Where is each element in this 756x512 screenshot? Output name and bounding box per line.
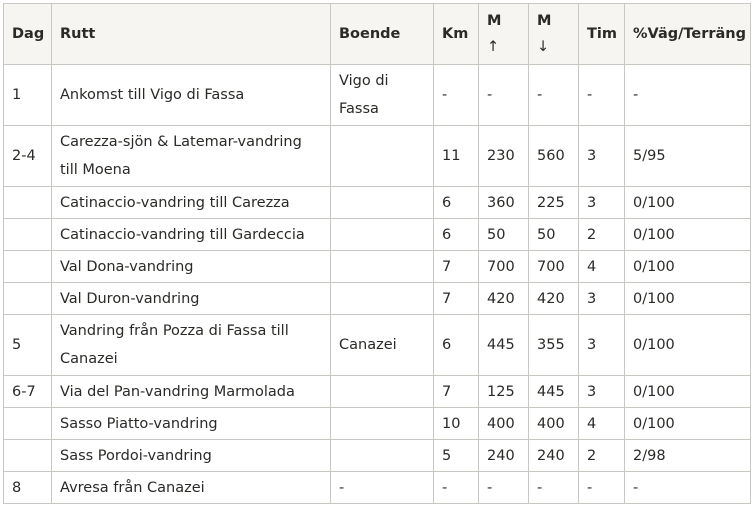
cell-tim: 3 <box>579 283 625 315</box>
table-row <box>4 315 751 376</box>
cell-dag: 6-7 <box>4 376 52 408</box>
table-row <box>4 251 751 283</box>
cell-terrang: 0/100 <box>625 376 751 408</box>
cell-rutt: Sass Pordoi-vandring <box>52 440 331 472</box>
cell-rutt: Val Duron-vandring <box>52 283 331 315</box>
cell-m-down: 420 <box>529 283 579 315</box>
cell-tim: 2 <box>579 440 625 472</box>
cell-boende <box>331 126 434 187</box>
cell-m-up: 360 <box>479 187 529 219</box>
header-rutt: Rutt <box>52 4 331 65</box>
cell-boende <box>331 440 434 472</box>
cell-dag: 5 <box>4 315 52 376</box>
cell-km: 11 <box>434 126 479 187</box>
cell-dag <box>4 440 52 472</box>
cell-tim: 3 <box>579 126 625 187</box>
cell-m-up: 240 <box>479 440 529 472</box>
cell-boende <box>331 376 434 408</box>
table-row <box>4 65 751 126</box>
header-tim: Tim <box>579 4 625 65</box>
arrow-down-icon: ↓ <box>537 39 550 55</box>
cell-km: 7 <box>434 376 479 408</box>
cell-m-down: 700 <box>529 251 579 283</box>
cell-rutt: Sasso Piatto-vandring <box>52 408 331 440</box>
cell-dag <box>4 408 52 440</box>
table-row <box>4 219 751 251</box>
cell-rutt: Vandring från Pozza di Fassa till Canazei <box>52 315 331 376</box>
cell-boende: Vigo di Fassa <box>331 65 434 126</box>
cell-m-up: 700 <box>479 251 529 283</box>
cell-tim: - <box>579 65 625 126</box>
cell-m-up: 400 <box>479 408 529 440</box>
cell-dag <box>4 283 52 315</box>
cell-km: - <box>434 65 479 126</box>
cell-tim: 3 <box>579 187 625 219</box>
cell-km: 6 <box>434 219 479 251</box>
cell-boende: - <box>331 472 434 504</box>
cell-tim: 3 <box>579 376 625 408</box>
cell-boende: Canazei <box>331 315 434 376</box>
cell-m-up: 230 <box>479 126 529 187</box>
cell-m-down: 225 <box>529 187 579 219</box>
cell-rutt: Avresa från Canazei <box>52 472 331 504</box>
cell-m-up: 420 <box>479 283 529 315</box>
cell-m-down: 400 <box>529 408 579 440</box>
cell-terrang: 0/100 <box>625 219 751 251</box>
cell-rutt: Via del Pan-vandring Marmolada <box>52 376 331 408</box>
cell-terrang: 0/100 <box>625 283 751 315</box>
cell-tim: 2 <box>579 219 625 251</box>
cell-m-down: 355 <box>529 315 579 376</box>
cell-m-down: 445 <box>529 376 579 408</box>
cell-km: 6 <box>434 187 479 219</box>
cell-dag: 1 <box>4 65 52 126</box>
cell-terrang: 0/100 <box>625 315 751 376</box>
cell-tim: 3 <box>579 315 625 376</box>
header-dag: Dag <box>4 4 52 65</box>
header-boende: Boende <box>331 4 434 65</box>
itinerary-table-container <box>3 3 750 507</box>
cell-km: 6 <box>434 315 479 376</box>
cell-tim: 4 <box>579 251 625 283</box>
table-row <box>4 126 751 187</box>
cell-boende <box>331 219 434 251</box>
cell-m-up: - <box>479 472 529 504</box>
cell-terrang: 5/95 <box>625 126 751 187</box>
cell-m-down: 50 <box>529 219 579 251</box>
cell-boende <box>331 283 434 315</box>
cell-dag <box>4 187 52 219</box>
cell-terrang: 0/100 <box>625 187 751 219</box>
table-row <box>4 440 751 472</box>
cell-km: 7 <box>434 251 479 283</box>
header-m-up-label: M <box>487 13 502 29</box>
cell-km: - <box>434 472 479 504</box>
cell-km: 7 <box>434 283 479 315</box>
cell-boende <box>331 408 434 440</box>
arrow-up-icon: ↑ <box>487 39 500 55</box>
cell-km: 5 <box>434 440 479 472</box>
header-m-down <box>529 4 579 65</box>
cell-dag <box>4 251 52 283</box>
cell-rutt: Ankomst till Vigo di Fassa <box>52 65 331 126</box>
cell-rutt: Val Dona-vandring <box>52 251 331 283</box>
cell-m-down: - <box>529 472 579 504</box>
cell-m-down: 560 <box>529 126 579 187</box>
header-terrang: %Väg/Terräng <box>625 4 751 65</box>
cell-terrang: 0/100 <box>625 251 751 283</box>
header-km: Km <box>434 4 479 65</box>
cell-m-up: - <box>479 65 529 126</box>
cell-km: 10 <box>434 408 479 440</box>
table-row <box>4 187 751 219</box>
cell-m-up: 50 <box>479 219 529 251</box>
header-m-down-label: M <box>537 13 552 29</box>
table-row <box>4 472 751 504</box>
table-row <box>4 376 751 408</box>
table-row <box>4 408 751 440</box>
header-m-up <box>479 4 529 65</box>
table-header-row <box>4 4 751 65</box>
cell-rutt: Catinaccio-vandring till Gardeccia <box>52 219 331 251</box>
cell-terrang: - <box>625 65 751 126</box>
cell-tim: 4 <box>579 408 625 440</box>
cell-tim: - <box>579 472 625 504</box>
cell-rutt: Carezza-sjön & Latemar-vandring till Moena <box>52 126 331 187</box>
cell-m-up: 445 <box>479 315 529 376</box>
cell-dag <box>4 219 52 251</box>
itinerary-table <box>3 3 751 504</box>
cell-dag: 8 <box>4 472 52 504</box>
cell-boende <box>331 251 434 283</box>
cell-boende <box>331 187 434 219</box>
cell-m-down: 240 <box>529 440 579 472</box>
cell-rutt: Catinaccio-vandring till Carezza <box>52 187 331 219</box>
table-row <box>4 283 751 315</box>
cell-terrang: 0/100 <box>625 408 751 440</box>
cell-m-down: - <box>529 65 579 126</box>
cell-terrang: 2/98 <box>625 440 751 472</box>
cell-m-up: 125 <box>479 376 529 408</box>
cell-terrang: - <box>625 472 751 504</box>
cell-dag: 2-4 <box>4 126 52 187</box>
